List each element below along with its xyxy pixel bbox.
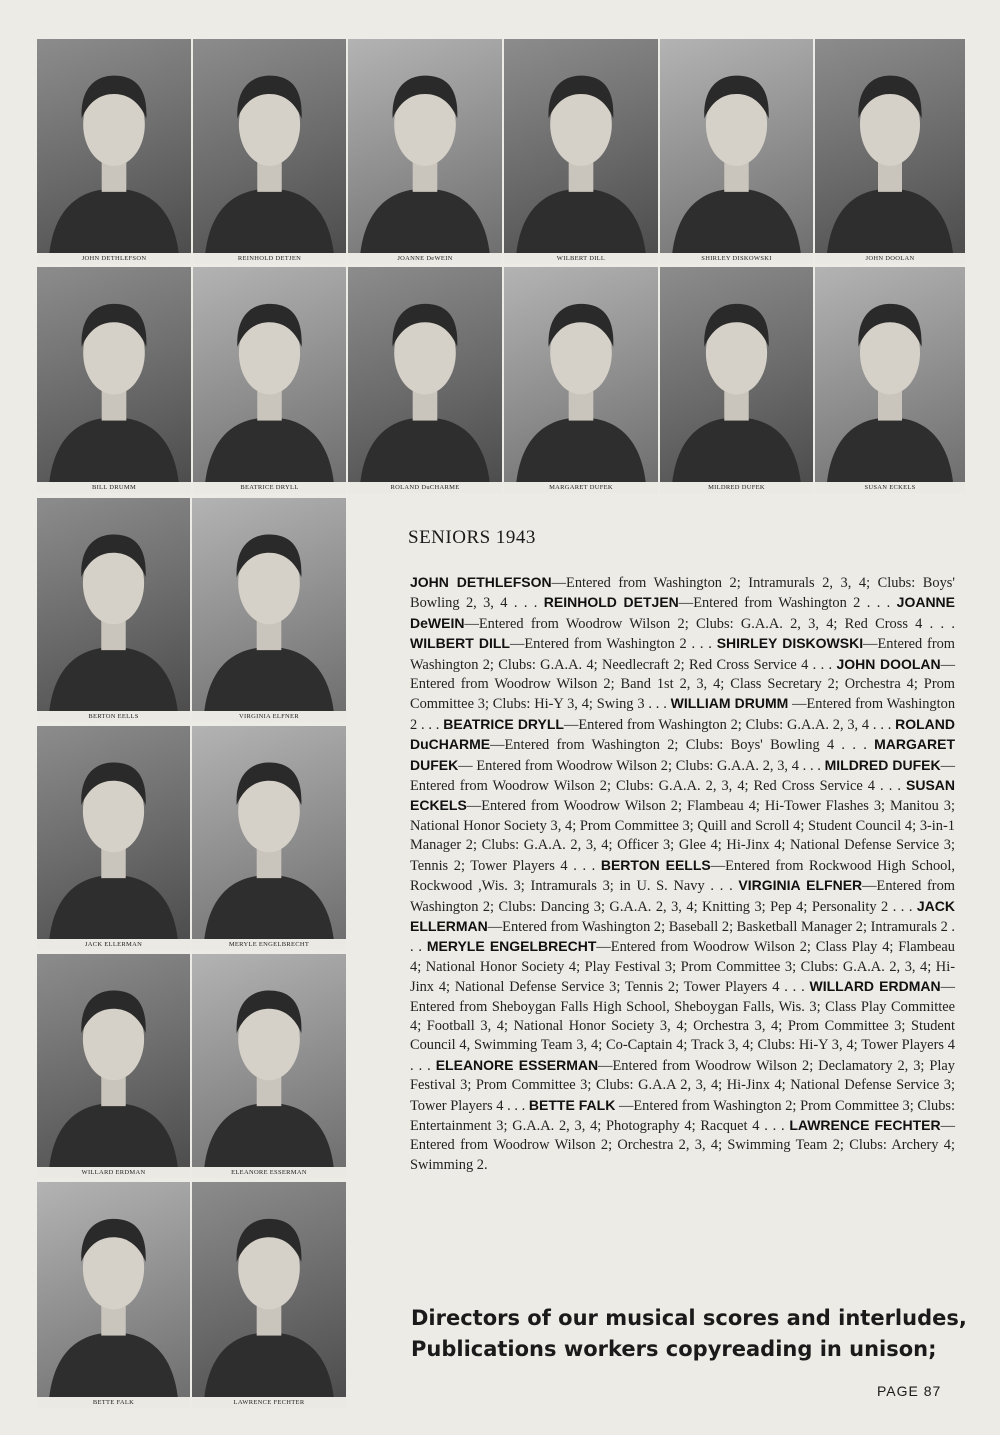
bio-text: —Entered from Washington 2; Intramurals 2, 3, 4; Clubs: Boys' Bowling 2, 3, 4 xyxy=(410,575,955,612)
bio-name: ELEANORE ESSERMAN xyxy=(435,1056,599,1073)
portrait-card xyxy=(348,267,502,493)
bio-separator: . . . xyxy=(704,878,739,895)
bio-separator: . . . xyxy=(834,737,875,754)
bio-text: —Entered from Washington 2; Clubs: Dancing 3; G.A.A. 2, 3, 4; Knitting 3; Pep 4; Personality 2 xyxy=(410,878,955,915)
portrait-photo xyxy=(192,726,346,939)
bio-text: — Entered from Woodrow Wilson 2; Orchestra 2, 3, 4; Swimming Team 2; Clubs: Archery 4; Swimming 2. xyxy=(410,1117,955,1173)
portrait-card xyxy=(193,39,346,264)
bio-separator: . . . xyxy=(808,656,837,673)
portrait-silhouette xyxy=(37,726,190,939)
bio-separator: . . . xyxy=(779,979,810,996)
bio-name: JACK ELLERMAN xyxy=(410,897,956,934)
portrait-caption: ELEANORE ESSERMAN xyxy=(231,1169,307,1176)
portrait-silhouette xyxy=(37,498,190,711)
bio-text: —Entered from Washington 2; Prom Committee 3; Clubs: Entertainment 3; G.A.A. 2, 3, 4; Photography 4; Racquet 4 xyxy=(410,1097,955,1134)
portrait-card xyxy=(37,726,190,950)
portrait-card xyxy=(192,1182,346,1408)
portrait-caption: SHIRLEY DISKOWSKI xyxy=(701,255,772,262)
portrait-caption: JACK ELLERMAN xyxy=(84,941,143,948)
portrait-photo xyxy=(815,267,965,482)
bio-text: —Entered from Washington 2 xyxy=(678,595,861,612)
portrait-card xyxy=(504,267,658,493)
portrait-silhouette xyxy=(815,39,965,253)
portrait-silhouette xyxy=(815,267,965,482)
portrait-photo xyxy=(193,267,346,482)
bio-name: BERTON EELLS xyxy=(600,856,711,873)
bio-separator: . . . xyxy=(686,636,717,653)
portrait-silhouette xyxy=(192,1182,346,1397)
bio-text: —Entered from Washington 2; Baseball 2; Basketball Manager 2; Intramurals 2 xyxy=(487,918,948,935)
bio-text: —Entered from Washington 2 xyxy=(509,636,687,653)
portrait-photo xyxy=(660,39,813,253)
bio-text: —Entered from Woodrow Wilson 2; Class Play 4; Flambeau 4; National Honor Society 4; Play Festival 3; Prom Committee 3; Clubs: G.A.A. 2, 3, 4; Hi-Jinx 4; National Defense Service 3; Tennis 2; Tower Players 4 xyxy=(410,939,955,996)
bio-entry xyxy=(443,717,869,733)
portrait-photo xyxy=(504,39,658,253)
portrait-silhouette xyxy=(37,1182,190,1397)
bio-text: —Entered from Woodrow Wilson 2; Flambeau 4; Hi-Tower Flashes 3; Manitou 3; National Honor Society 3, 4; Prom Committee 3; Quill and Scroll 4; Student Council 4; 3-in-1 Manager 2; Clubs: G.A.A. 2, 3, 4; Officer 3; Glee 4; Hi-Jinx 4; National Defense Service 3; Tennis 2; Tower Players 4 xyxy=(410,798,955,874)
portrait-card xyxy=(193,267,346,493)
bio-name: REINHOLD DETJEN xyxy=(543,594,679,611)
bio-text: — Entered from Woodrow Wilson 2; Clubs: G.A.A. 2, 3, 4 xyxy=(458,757,799,774)
portrait-card xyxy=(37,498,190,722)
tagline xyxy=(411,1303,967,1365)
bio-separator: . . . xyxy=(410,1057,436,1074)
portrait-silhouette xyxy=(348,267,502,482)
portrait-card xyxy=(37,267,191,493)
bio-separator: . . . xyxy=(922,615,955,632)
portrait-photo xyxy=(37,954,190,1167)
portrait-caption: ROLAND DuCHARME xyxy=(390,484,460,491)
bio-separator: . . . xyxy=(869,716,896,733)
portrait-photo xyxy=(37,1182,190,1397)
bio-text: —Entered from Washington 2 xyxy=(410,696,956,733)
portrait-silhouette xyxy=(192,726,346,939)
senior-biographies xyxy=(410,573,955,1175)
bio-separator: . . . xyxy=(507,595,544,612)
page-number: PAGE 87 xyxy=(877,1383,942,1399)
bio-name: VIRGINIA ELFNER xyxy=(738,877,863,894)
bio-separator: . . . xyxy=(503,1097,529,1114)
portrait-card xyxy=(660,267,813,493)
bio-name: WILLIAM DRUMM xyxy=(670,695,789,712)
bio-separator: . . . xyxy=(417,716,444,733)
bio-text: —Entered from Sheboygan Falls High School, Sheboygan Falls, Wis. 3; Class Play Committee 4; Football 3, 4; National Honor Society 3, 4; Orchestra 3, 4; Prom Committee 3; Student Council 4, Swimming Team 3, 4; Co-Captain 4; Track 3, 4; Clubs: Hi-Y 3, 4; Tower Players 4 xyxy=(410,979,955,1054)
bio-separator: . . . xyxy=(567,857,601,874)
portrait-card xyxy=(348,39,502,264)
portrait-caption: BETTE FALK xyxy=(92,1399,135,1406)
portrait-silhouette xyxy=(348,39,502,253)
portrait-caption: BERTON EELLS xyxy=(88,713,139,720)
portrait-silhouette xyxy=(193,267,346,482)
bio-text: —Entered from Washington 2; Clubs: Boys' Bowling 4 xyxy=(490,737,835,754)
portrait-caption: BILL DRUMM xyxy=(91,484,137,491)
portrait-photo xyxy=(37,39,191,253)
portrait-card xyxy=(192,726,346,950)
portrait-caption: WILBERT DILL xyxy=(556,255,606,262)
portrait-caption: LAWRENCE FECHTER xyxy=(233,1399,305,1406)
section-heading: SENIORS 1943 xyxy=(408,527,536,548)
bio-separator: . . . xyxy=(875,778,906,795)
bio-separator: . . . xyxy=(644,696,671,713)
portrait-silhouette xyxy=(660,39,813,253)
tagline-line: Directors of our musical scores and interludes, xyxy=(411,1306,967,1330)
bio-separator: . . . xyxy=(798,757,825,774)
bio-text: —Entered from Rockwood High School, Rockwood ,Wis. 3; Intramurals 3; in U. S. Navy xyxy=(410,857,955,895)
portrait-silhouette xyxy=(660,267,813,482)
portrait-caption: SUSAN ECKELS xyxy=(864,484,916,491)
portrait-caption: MARGARET DUFEK xyxy=(549,484,613,491)
portrait-silhouette xyxy=(37,954,190,1167)
portrait-caption: BEATRICE DRYLL xyxy=(240,484,299,491)
portrait-photo xyxy=(192,954,346,1167)
portrait-caption: VIRGINIA ELFNER xyxy=(239,713,299,720)
portrait-card xyxy=(660,39,813,264)
bio-name: JOHN DOOLAN xyxy=(836,655,941,672)
tagline-line: Publications workers copyreading in unison; xyxy=(411,1337,937,1361)
bio-name: WILLARD ERDMAN xyxy=(809,978,941,995)
portrait-photo xyxy=(815,39,965,253)
portrait-photo xyxy=(192,1182,346,1397)
portrait-photo xyxy=(192,498,346,711)
bio-name: JOHN DETHLEFSON xyxy=(410,574,552,590)
portrait-photo xyxy=(348,39,502,253)
portrait-silhouette xyxy=(192,954,346,1167)
bio-entry xyxy=(544,595,861,611)
bio-text: —Entered from Woodrow Wilson 2; Declamatory 2, 3; Play Festival 3; Prom Committee 3; Clubs: G.A.A 2, 3, 4; Hi-Jinx 4; National Defense Service 3; Tower Players 4 xyxy=(410,1057,955,1114)
bio-name: JOANNE DeWEIN xyxy=(410,594,956,631)
bio-name: BETTE FALK xyxy=(528,1096,616,1113)
portrait-caption: WILLARD ERDMAN xyxy=(81,1169,146,1176)
bio-separator: . . . xyxy=(410,918,955,956)
portrait-caption: MERYLE ENGELBRECHT xyxy=(228,941,310,948)
bio-separator: . . . xyxy=(860,595,897,612)
bio-name: WILBERT DILL xyxy=(410,635,510,652)
portrait-card xyxy=(37,954,190,1178)
portrait-caption: JOHN DOOLAN xyxy=(865,255,915,262)
portrait-silhouette xyxy=(37,39,191,253)
portrait-silhouette xyxy=(192,498,346,711)
bio-entry xyxy=(410,636,687,652)
bio-name: ROLAND DuCHARME xyxy=(410,715,956,753)
bio-name: SUSAN ECKELS xyxy=(410,777,956,814)
bio-text: —Entered from Washington 2; Clubs: G.A.A. 4; Needlecraft 2; Red Cross Service 4 xyxy=(410,636,956,673)
portrait-card xyxy=(37,1182,190,1408)
portrait-card xyxy=(815,267,965,493)
portrait-card xyxy=(192,498,346,722)
bio-text: —Entered from Washington 2; Clubs: G.A.A. 2, 3, 4 xyxy=(563,716,870,733)
portrait-card xyxy=(192,954,346,1178)
portrait-card xyxy=(37,39,191,264)
portrait-photo xyxy=(37,498,190,711)
bio-separator: . . . xyxy=(888,898,917,915)
portrait-silhouette xyxy=(504,267,658,482)
portrait-photo xyxy=(660,267,813,482)
portrait-caption: JOHN DETHLEFSON xyxy=(81,255,147,262)
bio-name: LAWRENCE FECHTER xyxy=(789,1116,941,1133)
portrait-silhouette xyxy=(37,267,191,482)
portrait-caption: REINHOLD DETJEN xyxy=(237,255,302,262)
portrait-photo xyxy=(348,267,502,482)
portrait-card xyxy=(815,39,965,264)
bio-name: MILDRED DUFEK xyxy=(824,756,941,773)
bio-text: —Entered from Woodrow Wilson 2; Clubs: G.A.A. 2, 3, 4; Red Cross Service 4 xyxy=(410,757,955,795)
portrait-photo xyxy=(37,267,191,482)
portrait-card xyxy=(504,39,658,264)
portrait-photo xyxy=(504,267,658,482)
bio-text: —Entered from Woodrow Wilson 2; Band 1st 2, 3, 4; Class Secretary 2; Orchestra 4; Prom Committee 3; Clubs: Hi-Y 3, 4; Swing 3 xyxy=(410,656,956,713)
portrait-photo xyxy=(37,726,190,939)
bio-name: MERYLE ENGELBRECHT xyxy=(426,938,597,955)
portrait-caption: MILDRED DUFEK xyxy=(708,484,765,491)
bio-name: BEATRICE DRYLL xyxy=(443,715,564,732)
portrait-silhouette xyxy=(504,39,658,253)
portrait-silhouette xyxy=(193,39,346,253)
bio-name: SHIRLEY DISKOWSKI xyxy=(716,635,864,652)
portrait-caption: JOANNE DeWEIN xyxy=(397,255,453,262)
bio-text: —Entered from Woodrow Wilson 2; Clubs: G.A.A. 2, 3, 4; Red Cross 4 xyxy=(464,615,923,632)
portrait-photo xyxy=(193,39,346,253)
bio-separator: . . . xyxy=(759,1117,790,1134)
bio-name: MARGARET DUFEK xyxy=(410,736,955,773)
